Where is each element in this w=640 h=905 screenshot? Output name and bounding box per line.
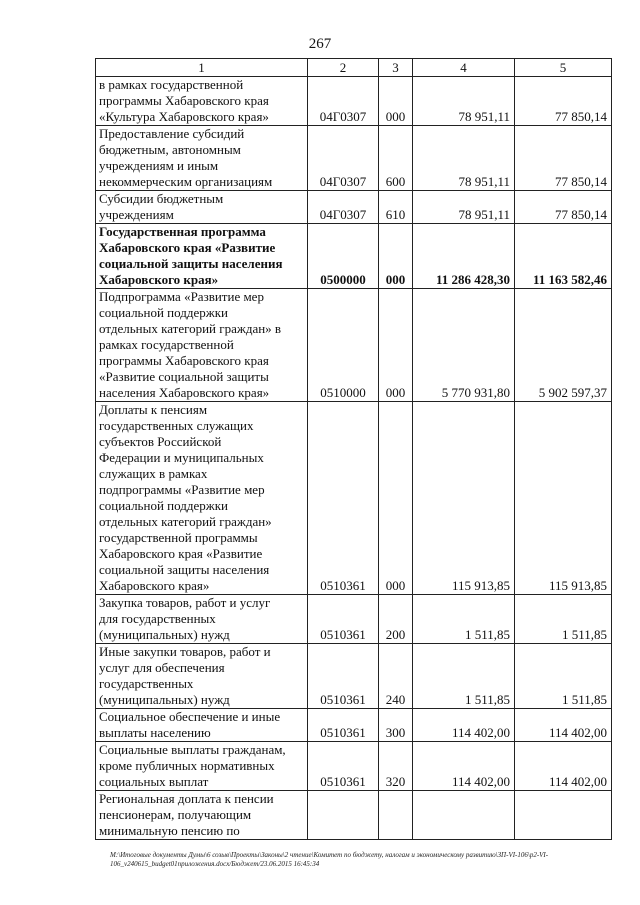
- column-header: 1: [96, 59, 308, 77]
- row-name: Закупка товаров, работ и услуг для государственных (муниципальных) нужд: [96, 595, 308, 644]
- row-type: 610: [379, 191, 413, 224]
- table-row: [96, 644, 612, 709]
- row-sum-2: 5 902 597,37: [515, 289, 612, 402]
- row-sum-2: 1 511,85: [515, 644, 612, 709]
- budget-table: [95, 58, 612, 840]
- row-sum-1: 78 951,11: [413, 77, 515, 126]
- row-type: 000: [379, 224, 413, 289]
- column-header: 2: [308, 59, 379, 77]
- row-type: 600: [379, 126, 413, 191]
- row-type: 200: [379, 595, 413, 644]
- row-code: 0510361: [308, 402, 379, 595]
- row-name: Региональная доплата к пенсии пенсионерам, получающим минимальную пенсию по: [96, 791, 308, 840]
- table-row: [96, 595, 612, 644]
- row-sum-2: 1 511,85: [515, 595, 612, 644]
- row-name: Иные закупки товаров, работ и услуг для обеспечения государственных (муниципальных) нужд: [96, 644, 308, 709]
- row-name: Социальные выплаты гражданам, кроме публичных нормативных социальных выплат: [96, 742, 308, 791]
- row-type: 300: [379, 709, 413, 742]
- row-sum-2: [515, 791, 612, 840]
- row-sum-2: 114 402,00: [515, 742, 612, 791]
- row-type: 240: [379, 644, 413, 709]
- row-code: 04Г0307: [308, 126, 379, 191]
- row-sum-1: 78 951,11: [413, 126, 515, 191]
- budget-table-container: [95, 58, 611, 840]
- document-path-footer: M:\Итоговые документы Думы\6 созыв\Проекты\Законы\2 чтение\Комитет по бюджету, налогам и экономическому развитию\ЗП-VI-106\р2-VI-106_v240615_budget01приложения.docx/Бюджет/23.06.2015 16:45:34: [110, 851, 549, 868]
- page-number: 267: [308, 36, 332, 52]
- row-sum-1: 114 402,00: [413, 742, 515, 791]
- row-code: [308, 791, 379, 840]
- row-sum-2: 77 850,14: [515, 77, 612, 126]
- row-name: Предоставление субсидий бюджетным, автономным учреждениям и иным некоммерческим организациям: [96, 126, 308, 191]
- row-type: 000: [379, 402, 413, 595]
- row-sum-1: 1 511,85: [413, 595, 515, 644]
- row-sum-1: 11 286 428,30: [413, 224, 515, 289]
- column-header: 3: [379, 59, 413, 77]
- row-code: 0510000: [308, 289, 379, 402]
- table-row: [96, 289, 612, 402]
- row-sum-1: 5 770 931,80: [413, 289, 515, 402]
- row-sum-1: 78 951,11: [413, 191, 515, 224]
- row-name: Социальное обеспечение и иные выплаты населению: [96, 709, 308, 742]
- table-row: [96, 191, 612, 224]
- row-code: 0500000: [308, 224, 379, 289]
- column-header: 5: [515, 59, 612, 77]
- row-code: 0510361: [308, 709, 379, 742]
- row-name: Субсидии бюджетным учреждениям: [96, 191, 308, 224]
- table-row: [96, 709, 612, 742]
- row-code: 04Г0307: [308, 191, 379, 224]
- table-row: [96, 126, 612, 191]
- row-type: 000: [379, 77, 413, 126]
- row-sum-2: 77 850,14: [515, 191, 612, 224]
- row-type: 000: [379, 289, 413, 402]
- table-row: [96, 791, 612, 840]
- row-name: Доплаты к пенсиям государственных служащих субъектов Российской Федерации и муниципальных служащих в рамках подпрограммы «Развитие мер социальной поддержки отдельных категорий граждан» государственной программы Хабаровского края «Развитие социальной защиты населения Хабаровского края»: [96, 402, 308, 595]
- column-header: 4: [413, 59, 515, 77]
- row-sum-1: [413, 791, 515, 840]
- row-type: 320: [379, 742, 413, 791]
- table-row: [96, 77, 612, 126]
- row-sum-2: 114 402,00: [515, 709, 612, 742]
- table-row: [96, 224, 612, 289]
- row-name: в рамках государственной программы Хабаровского края «Культура Хабаровского края»: [96, 77, 308, 126]
- table-row: [96, 402, 612, 595]
- row-sum-2: 115 913,85: [515, 402, 612, 595]
- row-sum-2: 11 163 582,46: [515, 224, 612, 289]
- row-sum-2: 77 850,14: [515, 126, 612, 191]
- row-name: Государственная программа Хабаровского края «Развитие социальной защиты населения Хабаровского края»: [96, 224, 308, 289]
- row-type: [379, 791, 413, 840]
- row-sum-1: 1 511,85: [413, 644, 515, 709]
- row-code: 0510361: [308, 644, 379, 709]
- row-name: Подпрограмма «Развитие мер социальной поддержки отдельных категорий граждан» в рамках государственной программы Хабаровского края «Развитие социальной защиты населения Хабаровского края»: [96, 289, 308, 402]
- row-sum-1: 114 402,00: [413, 709, 515, 742]
- row-code: 0510361: [308, 595, 379, 644]
- row-code: 04Г0307: [308, 77, 379, 126]
- row-code: 0510361: [308, 742, 379, 791]
- table-row: [96, 742, 612, 791]
- table-header-row: [96, 59, 612, 77]
- row-sum-1: 115 913,85: [413, 402, 515, 595]
- table-body: [96, 77, 612, 840]
